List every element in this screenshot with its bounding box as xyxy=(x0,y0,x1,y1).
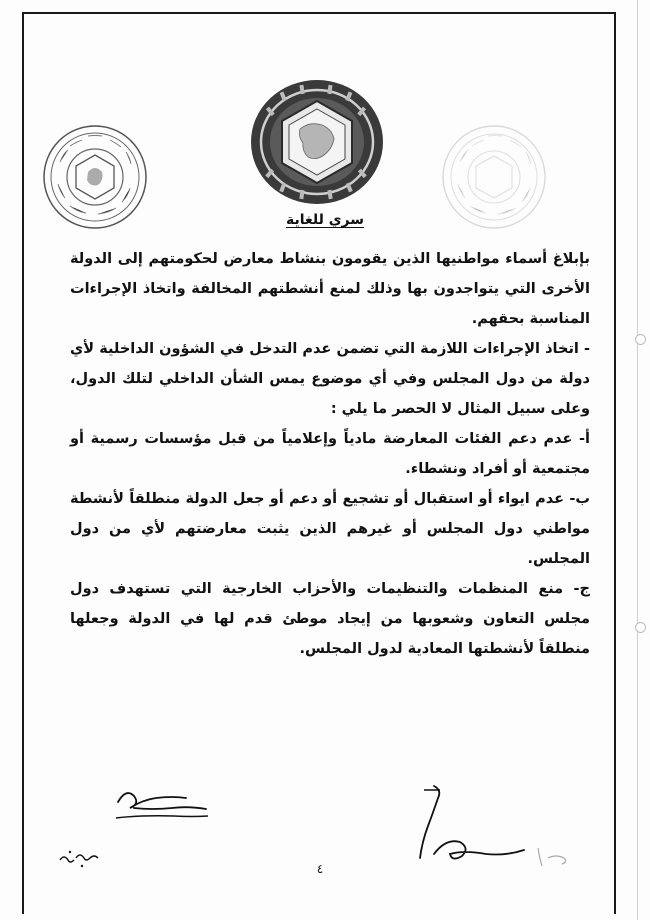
paragraph-reporting-opponents: بإبلاغ أسماء مواطنيها الذين يقومون بنشاط معارض لحكومتهم إلى الدولة الأخرى التي يتواجدون بها وذلك لمنع أنشطتهم المخالفة واتخاذ الإجراءات المناسبة بحقهم. xyxy=(70,251,590,327)
left-seal-stamp-icon xyxy=(40,122,150,232)
left-signature-icon xyxy=(112,782,212,824)
clause-b: ب- عدم ايواء أو استقبال أو تشجيع أو دعم أو جعل الدولة منطلقاً لأنشطة مواطني دول المجلس أو غيرهم الذين يثبت معارضتهم لأي من دول المجلس. xyxy=(70,491,590,567)
page-edge-line xyxy=(637,0,638,920)
gcc-emblem-icon xyxy=(248,77,386,207)
classification-heading: سري للغاية xyxy=(285,212,365,228)
document-body xyxy=(70,244,590,664)
right-signature-icon xyxy=(390,780,530,870)
punch-hole-top xyxy=(635,334,646,345)
punch-hole-bottom xyxy=(635,622,646,633)
paragraph-non-interference: - اتخاذ الإجراءات اللازمة التي تضمن عدم التدخل في الشؤون الداخلية لأي دولة من دول المجلس وفي أي موضوع يمس الشأن الداخلي لتلك الدول، وعلى سبيل المثال لا الحصر ما يلي : xyxy=(70,341,590,417)
page-number: ٤ xyxy=(316,862,324,876)
bottom-left-initials-icon xyxy=(56,846,102,870)
bottom-right-faint-mark-icon xyxy=(532,840,572,870)
right-faint-seal-stamp-icon xyxy=(438,122,550,232)
clause-a: أ- عدم دعم الفئات المعارضة مادياً وإعلامياً من قبل مؤسسات رسمية أو مجتمعية أو أفراد ونشطاء. xyxy=(70,431,590,477)
clause-c: ج- منع المنظمات والتنظيمات والأحزاب الخارجية التي تستهدف دول مجلس التعاون وشعوبها من إيجاد موطئ قدم لها في الدولة وجعلها منطلقاً لأنشطتها المعادية لدول المجلس. xyxy=(70,581,590,657)
